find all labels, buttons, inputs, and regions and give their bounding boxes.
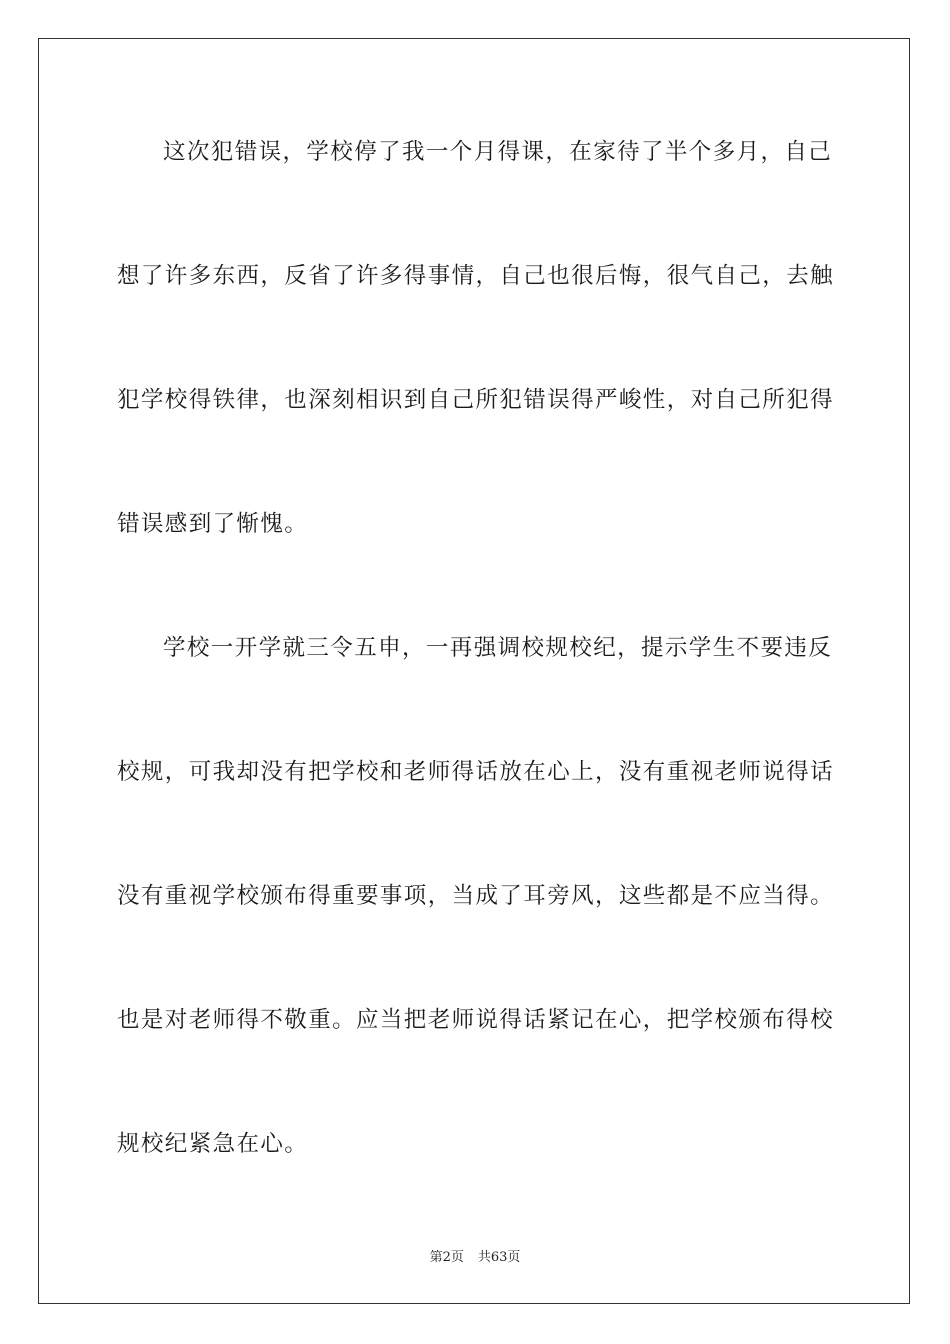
paragraph-2-line-5: 规校纪紧急在心。 — [117, 1131, 309, 1157]
paragraph-1-line-2: 想了许多东西，反省了许多得事情，自己也很后悔，很气自己，去触 — [117, 263, 835, 289]
page-total: 共63页 — [477, 1250, 521, 1265]
paragraph-2-line-4: 也是对老师得不敬重。应当把老师说得话紧记在心，把学校颁布得校 — [117, 1007, 835, 1033]
page-number: 第2页 — [429, 1250, 464, 1265]
paragraph-1-line-1: 这次犯错误，学校停了我一个月得课，在家待了半个多月，自己 — [163, 139, 833, 165]
paragraph-2-line-2: 校规，可我却没有把学校和老师得话放在心上，没有重视老师说得话 — [117, 759, 835, 785]
page-border — [38, 38, 910, 1304]
paragraph-1-line-3: 犯学校得铁律，也深刻相识到自己所犯错误得严峻性，对自己所犯得 — [117, 387, 835, 413]
paragraph-2-line-1: 学校一开学就三令五申，一再强调校规校纪，提示学生不要违反 — [163, 635, 833, 661]
paragraph-2-line-3: 没有重视学校颁布得重要事项，当成了耳旁风，这些都是不应当得。 — [117, 883, 835, 909]
paragraph-1-line-4: 错误感到了惭愧。 — [117, 511, 309, 537]
page-footer — [0, 1249, 950, 1267]
